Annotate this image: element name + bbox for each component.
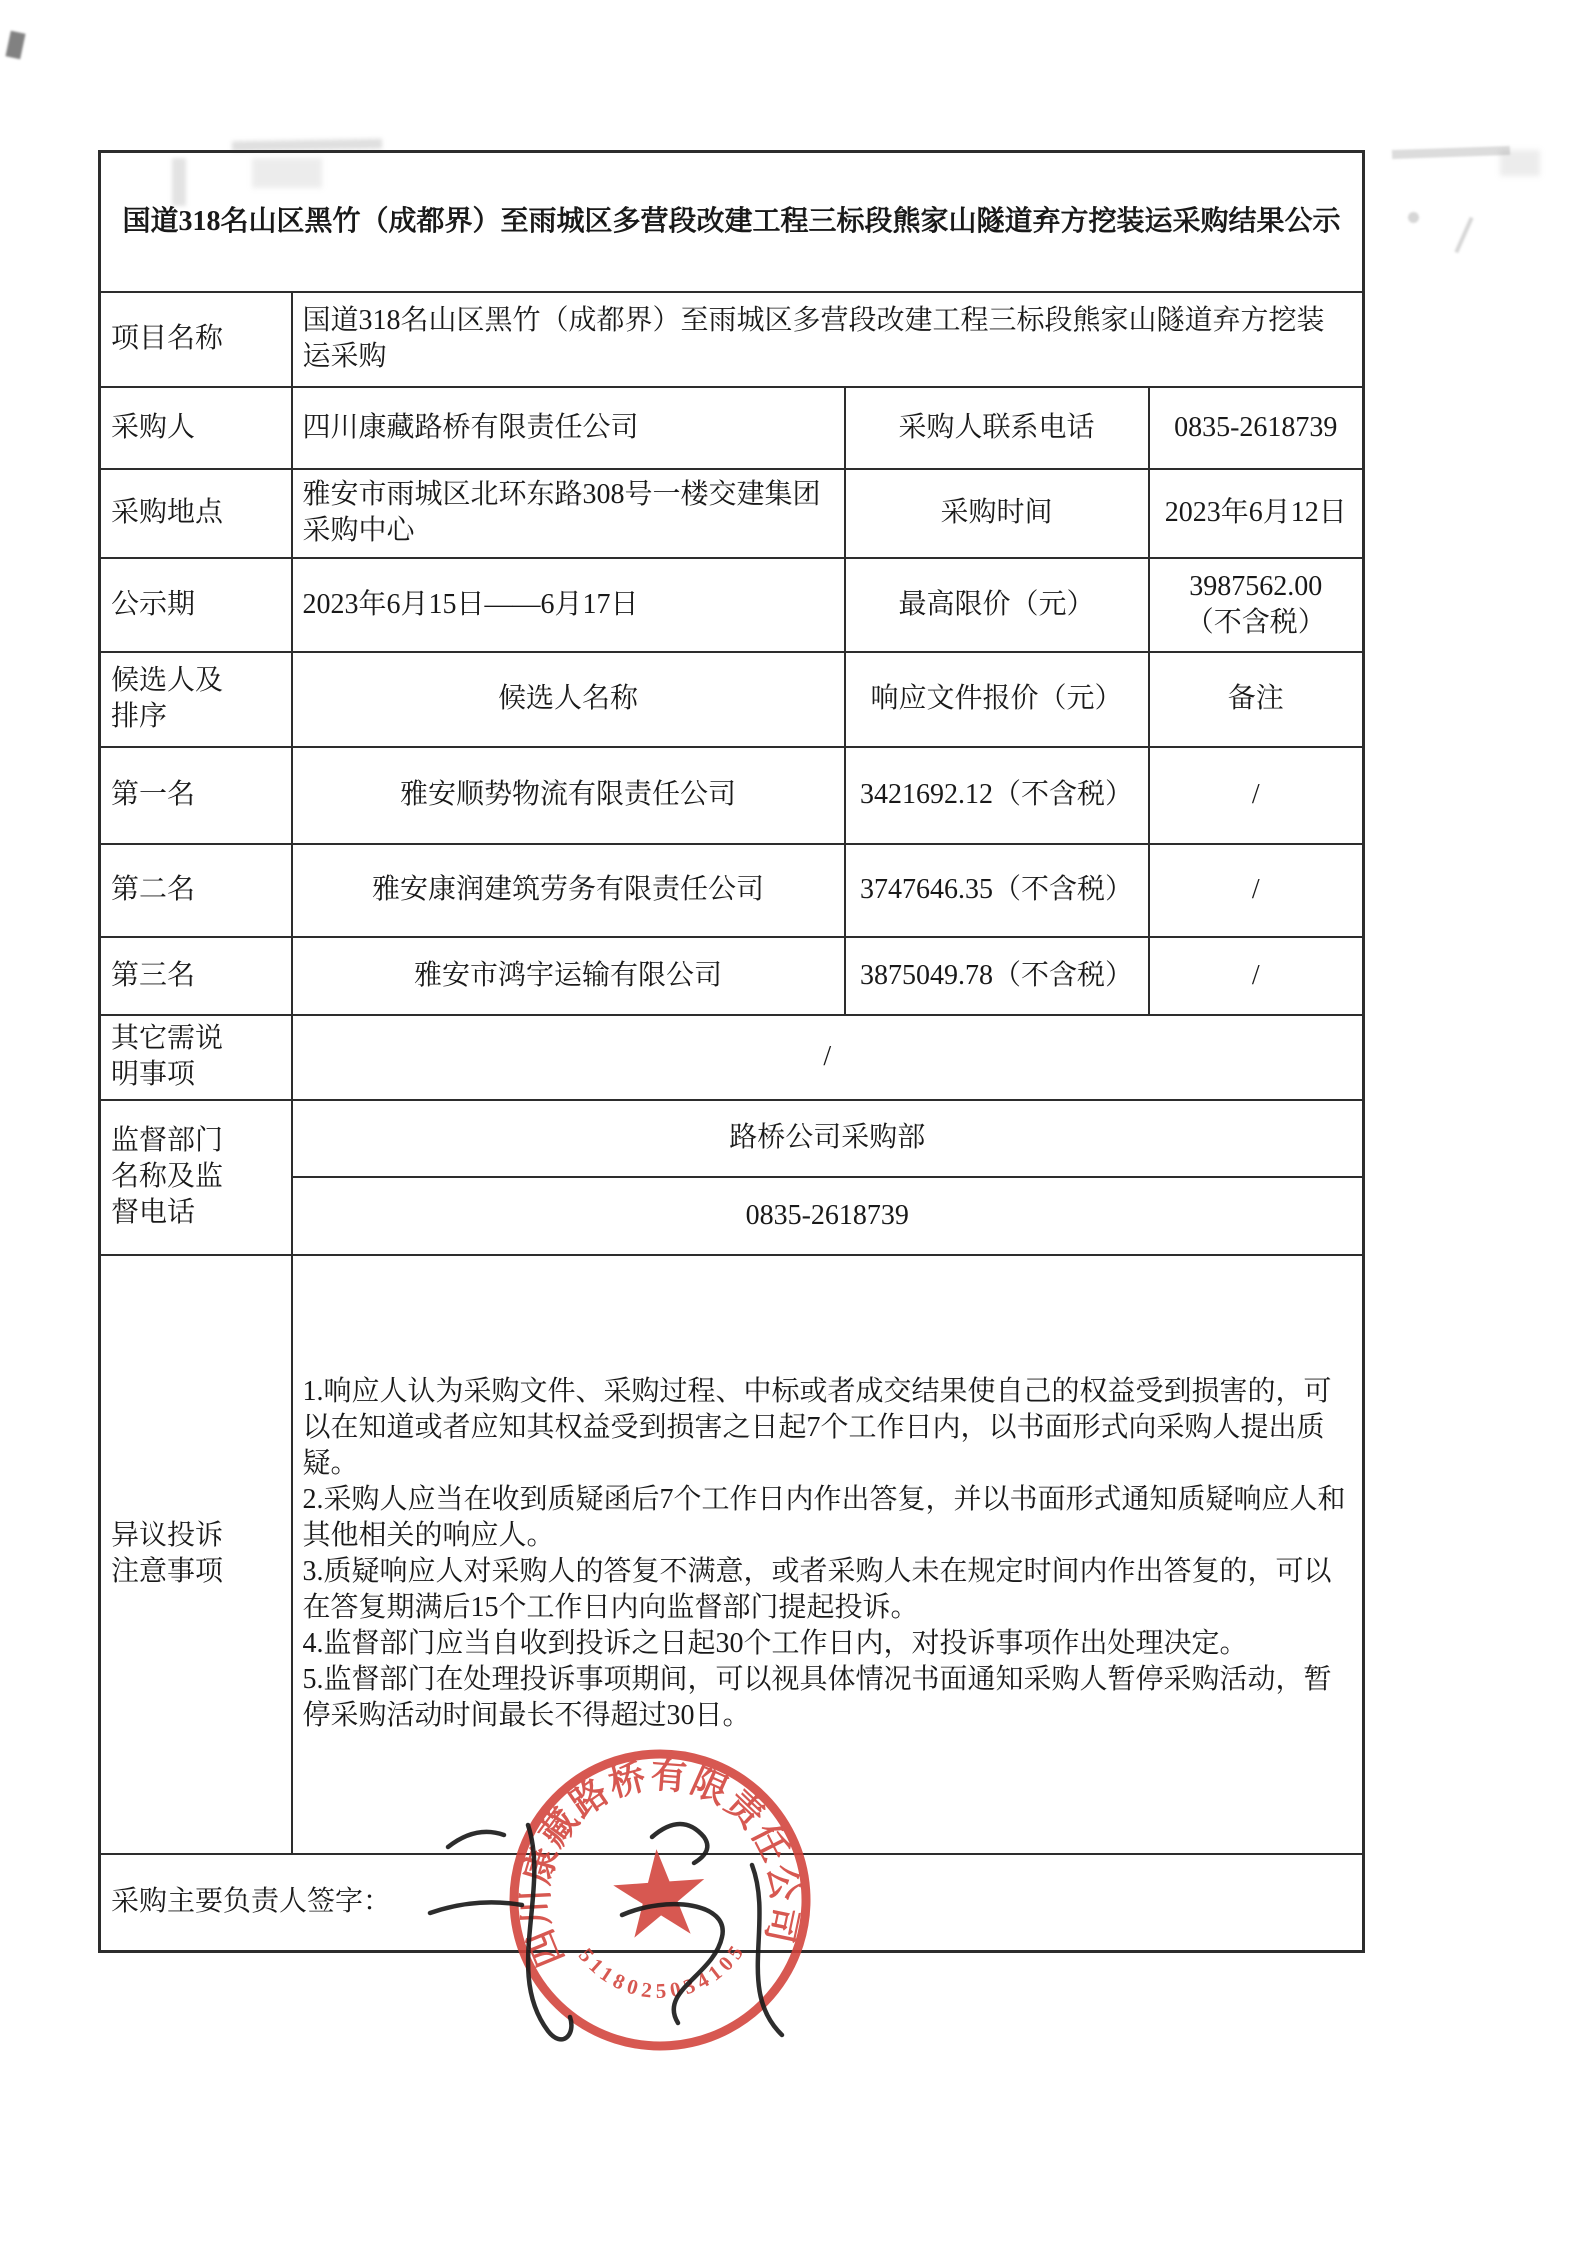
table-row bbox=[100, 844, 1364, 937]
purchase-time-label: 采购时间 bbox=[845, 469, 1149, 558]
supervision-label: 监督部门名称及监督电话 bbox=[100, 1100, 292, 1255]
scan-artifact bbox=[1408, 212, 1419, 223]
supervision-dept: 路桥公司采购部 bbox=[292, 1100, 1364, 1177]
other-notes-label: 其它需说明事项 bbox=[100, 1015, 292, 1100]
objection-label: 异议投诉注意事项 bbox=[100, 1255, 292, 1854]
stamp-company-text: 四川康藏路桥有限责任公司 bbox=[515, 1754, 806, 1973]
stamp-registration-number: 5118025034105 bbox=[573, 1937, 751, 2004]
project-name-label: 项目名称 bbox=[100, 292, 292, 387]
remark-header: 备注 bbox=[1149, 652, 1364, 747]
signature-row-label: 采购主要负责人签字： bbox=[100, 1854, 1364, 1952]
other-notes-value: / bbox=[292, 1015, 1364, 1100]
location-value: 雅安市雨城区北环东路308号一楼交建集团采购中心 bbox=[292, 469, 845, 558]
notice-item: 2.采购人应当在收到质疑函后7个工作日内作出答复，并以书面形式通知质疑响应人和其他相关的响应人。 bbox=[302, 1484, 1346, 1551]
project-name-value: 国道318名山区黑竹（成都界）至雨城区多营段改建工程三标段熊家山隧道弃方挖装运采购 bbox=[292, 292, 1364, 387]
purchaser-phone-value: 0835-2618739 bbox=[1149, 387, 1364, 469]
location-label: 采购地点 bbox=[100, 469, 292, 558]
candidate-note: / bbox=[1149, 747, 1364, 844]
purchaser-phone-label: 采购人联系电话 bbox=[845, 387, 1149, 469]
document-title: 国道318名山区黑竹（成都界）至雨城区多营段改建工程三标段熊家山隧道弃方挖装运采购结果公示 bbox=[100, 152, 1364, 292]
procurement-result-table bbox=[98, 150, 1365, 1953]
scan-artifact bbox=[1454, 217, 1473, 253]
purchaser-value: 四川康藏路桥有限责任公司 bbox=[292, 387, 845, 469]
objection-notice-text bbox=[292, 1255, 1364, 1854]
signature-handwriting bbox=[400, 1795, 820, 2055]
publicity-period-value: 2023年6月15日——6月17日 bbox=[292, 558, 845, 652]
candidate-rank: 第二名 bbox=[100, 844, 292, 937]
scan-artifact bbox=[5, 31, 25, 60]
table-row bbox=[100, 937, 1364, 1015]
candidate-note: / bbox=[1149, 844, 1364, 937]
candidate-rank: 第三名 bbox=[100, 937, 292, 1015]
notice-item: 1.响应人认为采购文件、采购过程、中标或者成交结果使自己的权益受到损害的，可以在知道或者应知其权益受到损害之日起7个工作日内，以书面形式向采购人提出质疑。 bbox=[302, 1376, 1332, 1479]
scan-artifact bbox=[1392, 146, 1510, 159]
supervision-phone: 0835-2618739 bbox=[292, 1177, 1364, 1255]
bid-price-header: 响应文件报价（元） bbox=[845, 652, 1149, 747]
publicity-period-label: 公示期 bbox=[100, 558, 292, 652]
notice-item: 4.监督部门应当自收到投诉之日起30个工作日内，对投诉事项作出处理决定。 bbox=[302, 1628, 1248, 1659]
max-price-value: 3987562.00（不含税） bbox=[1149, 558, 1364, 652]
candidate-name: 雅安顺势物流有限责任公司 bbox=[292, 747, 845, 844]
candidate-name: 雅安康润建筑劳务有限责任公司 bbox=[292, 844, 845, 937]
candidate-price: 3875049.78（不含税） bbox=[845, 937, 1149, 1015]
table-row bbox=[100, 747, 1364, 844]
purchaser-label: 采购人 bbox=[100, 387, 292, 469]
candidate-rank: 第一名 bbox=[100, 747, 292, 844]
notice-item: 5.监督部门在处理投诉事项期间，可以视具体情况书面通知采购人暂停采购活动，暂停采购活动时间最长不得超过30日。 bbox=[302, 1664, 1332, 1731]
purchase-time-value: 2023年6月12日 bbox=[1149, 469, 1364, 558]
max-price-label: 最高限价（元） bbox=[845, 558, 1149, 652]
candidate-name: 雅安市鸿宇运输有限公司 bbox=[292, 937, 845, 1015]
notice-item: 3.质疑响应人对采购人的答复不满意，或者采购人未在规定时间内作出答复的，可以在答复期满后15个工作日内向监督部门提起投诉。 bbox=[302, 1556, 1332, 1623]
candidate-price: 3421692.12（不含税） bbox=[845, 747, 1149, 844]
candidate-price: 3747646.35（不含税） bbox=[845, 844, 1149, 937]
candidates-rank-header: 候选人及排序 bbox=[100, 652, 292, 747]
candidate-name-header: 候选人名称 bbox=[292, 652, 845, 747]
scan-artifact bbox=[1500, 150, 1540, 176]
candidate-note: / bbox=[1149, 937, 1364, 1015]
